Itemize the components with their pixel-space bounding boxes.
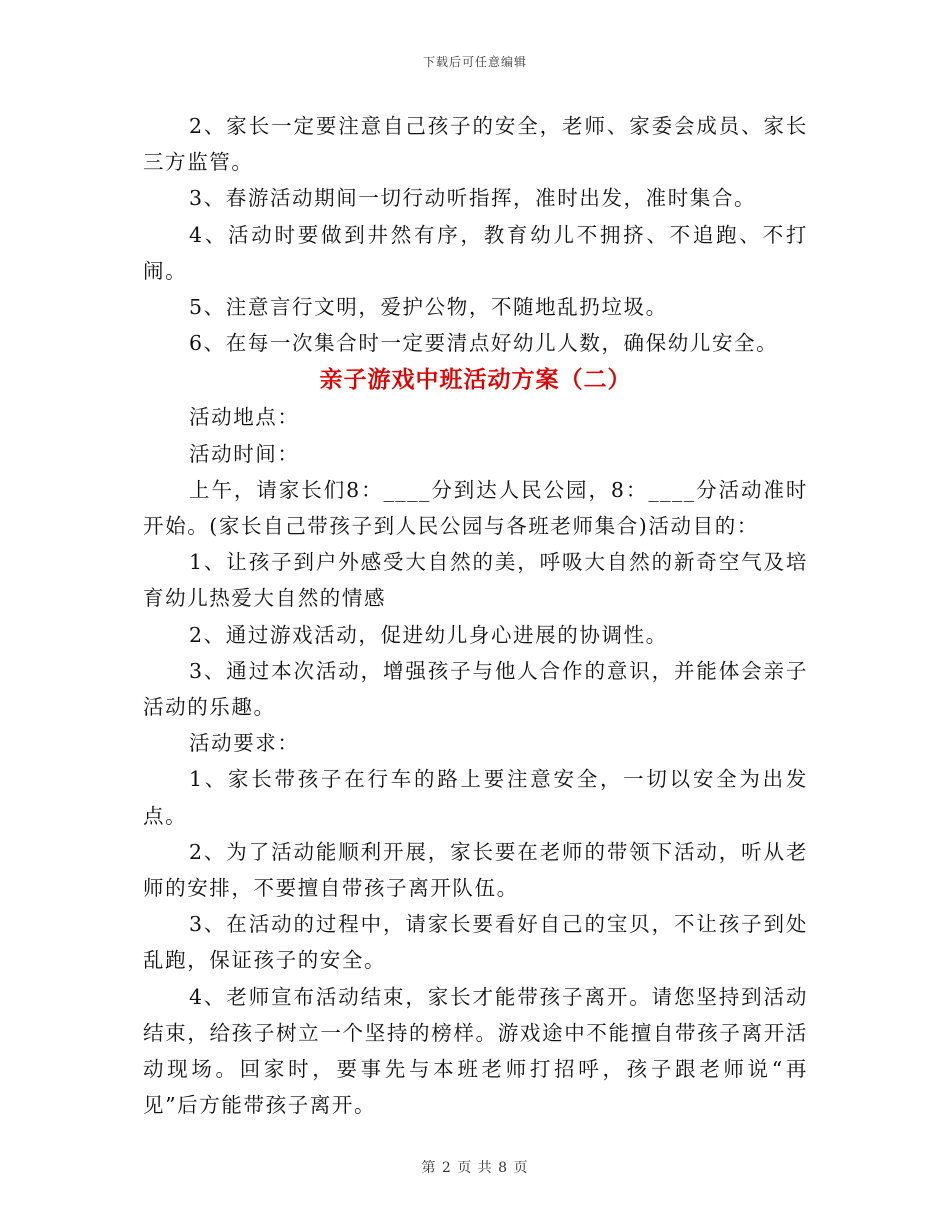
- list-item: 3、春游活动期间一切行动听指挥，准时出发，准时集合。: [189, 186, 757, 211]
- list-item: 2、家长一定要注意自己孩子的安全，老师、家委会成员、家长三方监管。: [143, 114, 808, 175]
- time-label: 活动时间：: [189, 441, 300, 466]
- location-label: 活动地点：: [189, 405, 300, 430]
- list-item: 5、注意言行文明，爱护公物，不随地乱扔垃圾。: [189, 295, 668, 320]
- time-detail: 上午，请家长们8：____分到达人民公园，8：____分活动准时开始。(家长自己带孩子到人民公园与各班老师集合)活动目的：: [143, 477, 808, 539]
- requirement-item: 1、家长带孩子在行车的路上要注意安全，一切以安全为出发点。: [143, 767, 808, 828]
- goal-item: 2、通过游戏活动，促进幼儿身心进展的协调性。: [189, 622, 668, 647]
- requirements-label: 活动要求：: [189, 731, 300, 756]
- requirement-item: 2、为了活动能顺利开展，家长要在老师的带领下活动，听从老师的安排，不要擅自带孩子离开队伍。: [143, 839, 808, 901]
- section-title: 亲子游戏中班活动方案（二）: [319, 366, 632, 394]
- requirement-item: 4、老师宣布活动结束，家长才能带孩子离开。请您坚持到活动结束，给孩子树立一个坚持的榜样。游戏途中不能擅自带孩子离开活动现场。回家时，要事先与本班老师打招呼，孩子跟老师说“再见”后方能带孩子离开。: [143, 984, 808, 1118]
- document-body: [143, 108, 808, 1123]
- list-item: 6、在每一次集合时一定要清点好幼儿人数，确保幼儿安全。: [189, 331, 779, 356]
- list-item: 4、活动时要做到井然有序，教育幼儿不拥挤、不追跑、不打闹。: [143, 222, 808, 283]
- page-number: 第 2 页 共 8 页: [421, 1160, 529, 1176]
- header-note: 下载后可任意编辑: [422, 55, 527, 69]
- requirement-item: 3、在活动的过程中，请家长要看好自己的宝贝，不让孩子到处乱跑，保证孩子的安全。: [143, 912, 808, 973]
- goal-item: 1、让孩子到户外感受大自然的美，呼吸大自然的新奇空气及培育幼儿热爱大自然的情感: [143, 550, 808, 611]
- goal-item: 3、通过本次活动，增强孩子与他人合作的意识，并能体会亲子活动的乐趣。: [143, 658, 808, 720]
